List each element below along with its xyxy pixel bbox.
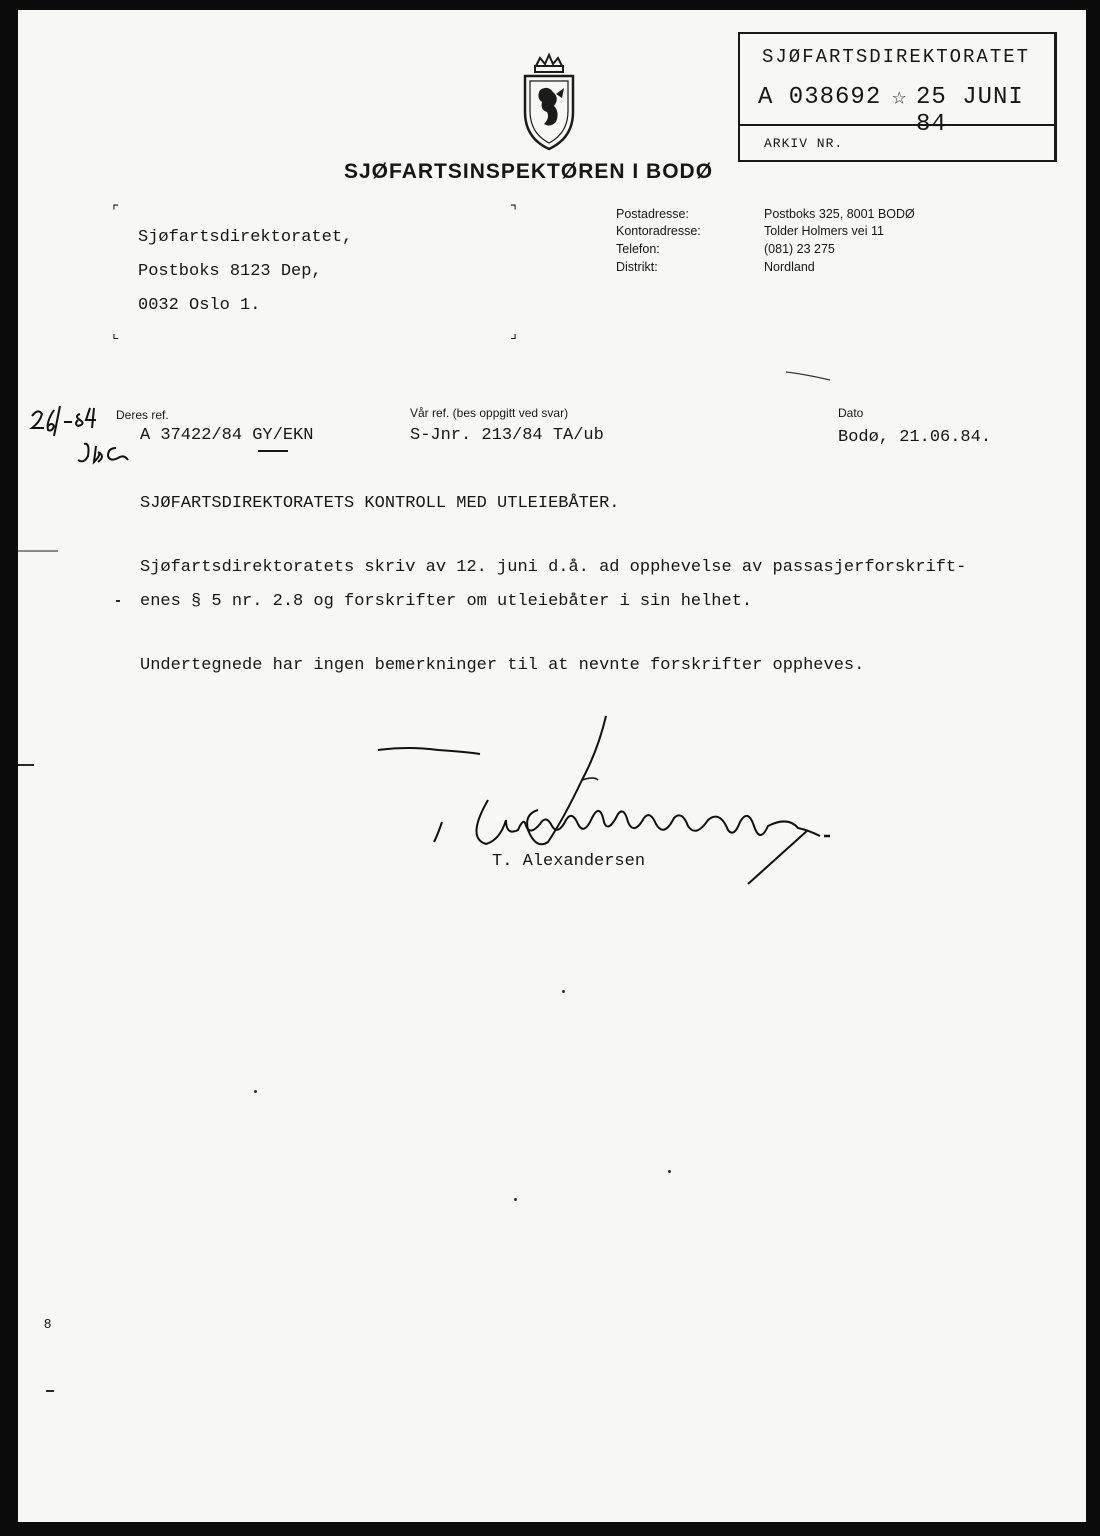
recipient-line-1: Sjøfartsdirektoratet,: [138, 228, 353, 247]
star-icon: ☆: [892, 85, 907, 112]
stamp-number: A 038692: [758, 84, 882, 111]
speck: [514, 1198, 517, 1201]
office-title: SJØFARTSINSPEKTØREN I BODØ: [344, 160, 714, 183]
kontoradresse-label: Kontoradresse:: [616, 224, 701, 238]
speck: [668, 1170, 671, 1173]
subject-line: SJØFARTSDIREKTORATETS KONTROLL MED UTLEIEBÅTER.: [140, 494, 620, 513]
distrikt-value: Nordland: [764, 260, 815, 274]
stamp-upper-box: [740, 34, 1054, 138]
recipient-line-2: Postboks 8123 Dep,: [138, 262, 322, 281]
body-paragraph-1-line-1: Sjøfartsdirektoratets skriv av 12. juni d.å. ad opphevelse av passasjerforskrift-: [140, 558, 967, 577]
address-corner-br: ⌟: [510, 325, 518, 342]
postadresse-value: Postboks 325, 8001 BODØ: [764, 207, 915, 221]
var-ref-value: S-Jnr. 213/84 TA/ub: [410, 426, 604, 445]
letter-page: [18, 10, 1086, 1522]
pen-mark: [784, 366, 834, 386]
dato-label: Dato: [838, 406, 864, 420]
address-corner-tr: ⌝: [510, 203, 518, 220]
coat-of-arms-icon: [520, 52, 578, 152]
address-corner-bl: ⌞: [112, 325, 120, 342]
received-stamp: [738, 32, 1057, 162]
ref-underline: [258, 450, 288, 452]
margin-mark-bottom: [46, 1390, 54, 1392]
stamp-date: 25 JUNI 84: [916, 84, 1024, 138]
dato-value: Bodø, 21.06.84.: [838, 428, 992, 447]
address-corner-tl: ⌜: [112, 203, 120, 220]
postadresse-label: Postadresse:: [616, 207, 689, 221]
kontoradresse-value: Tolder Holmers vei 11: [764, 224, 884, 238]
recipient-line-3: 0032 Oslo 1.: [138, 296, 261, 315]
fold-mark: [18, 764, 34, 766]
stamp-archive-label: ARKIV NR.: [764, 136, 844, 151]
speck: [562, 990, 565, 993]
telefon-label: Telefon:: [616, 242, 660, 256]
margin-dot: [116, 600, 120, 602]
distrikt-label: Distrikt:: [616, 260, 658, 274]
var-ref-label: Vår ref. (bes oppgitt ved svar): [410, 406, 569, 420]
body-paragraph-1-line-2: enes § 5 nr. 2.8 og forskrifter om utleiebåter i sin helhet.: [140, 592, 753, 611]
telefon-value: (081) 23 275: [764, 242, 835, 256]
deres-ref-label: Deres ref.: [116, 408, 169, 422]
body-paragraph-2: Undertegnede har ingen bemerkninger til at nevnte forskrifter oppheves.: [140, 656, 865, 675]
page-number: 8: [44, 1316, 52, 1331]
speck: [254, 1090, 257, 1093]
signer-name: T. Alexandersen: [492, 852, 646, 871]
margin-mark: [18, 550, 58, 552]
stamp-organization: SJØFARTSDIREKTORATET: [762, 46, 1031, 68]
deres-ref-value: A 37422/84 GY/EKN: [140, 426, 314, 445]
